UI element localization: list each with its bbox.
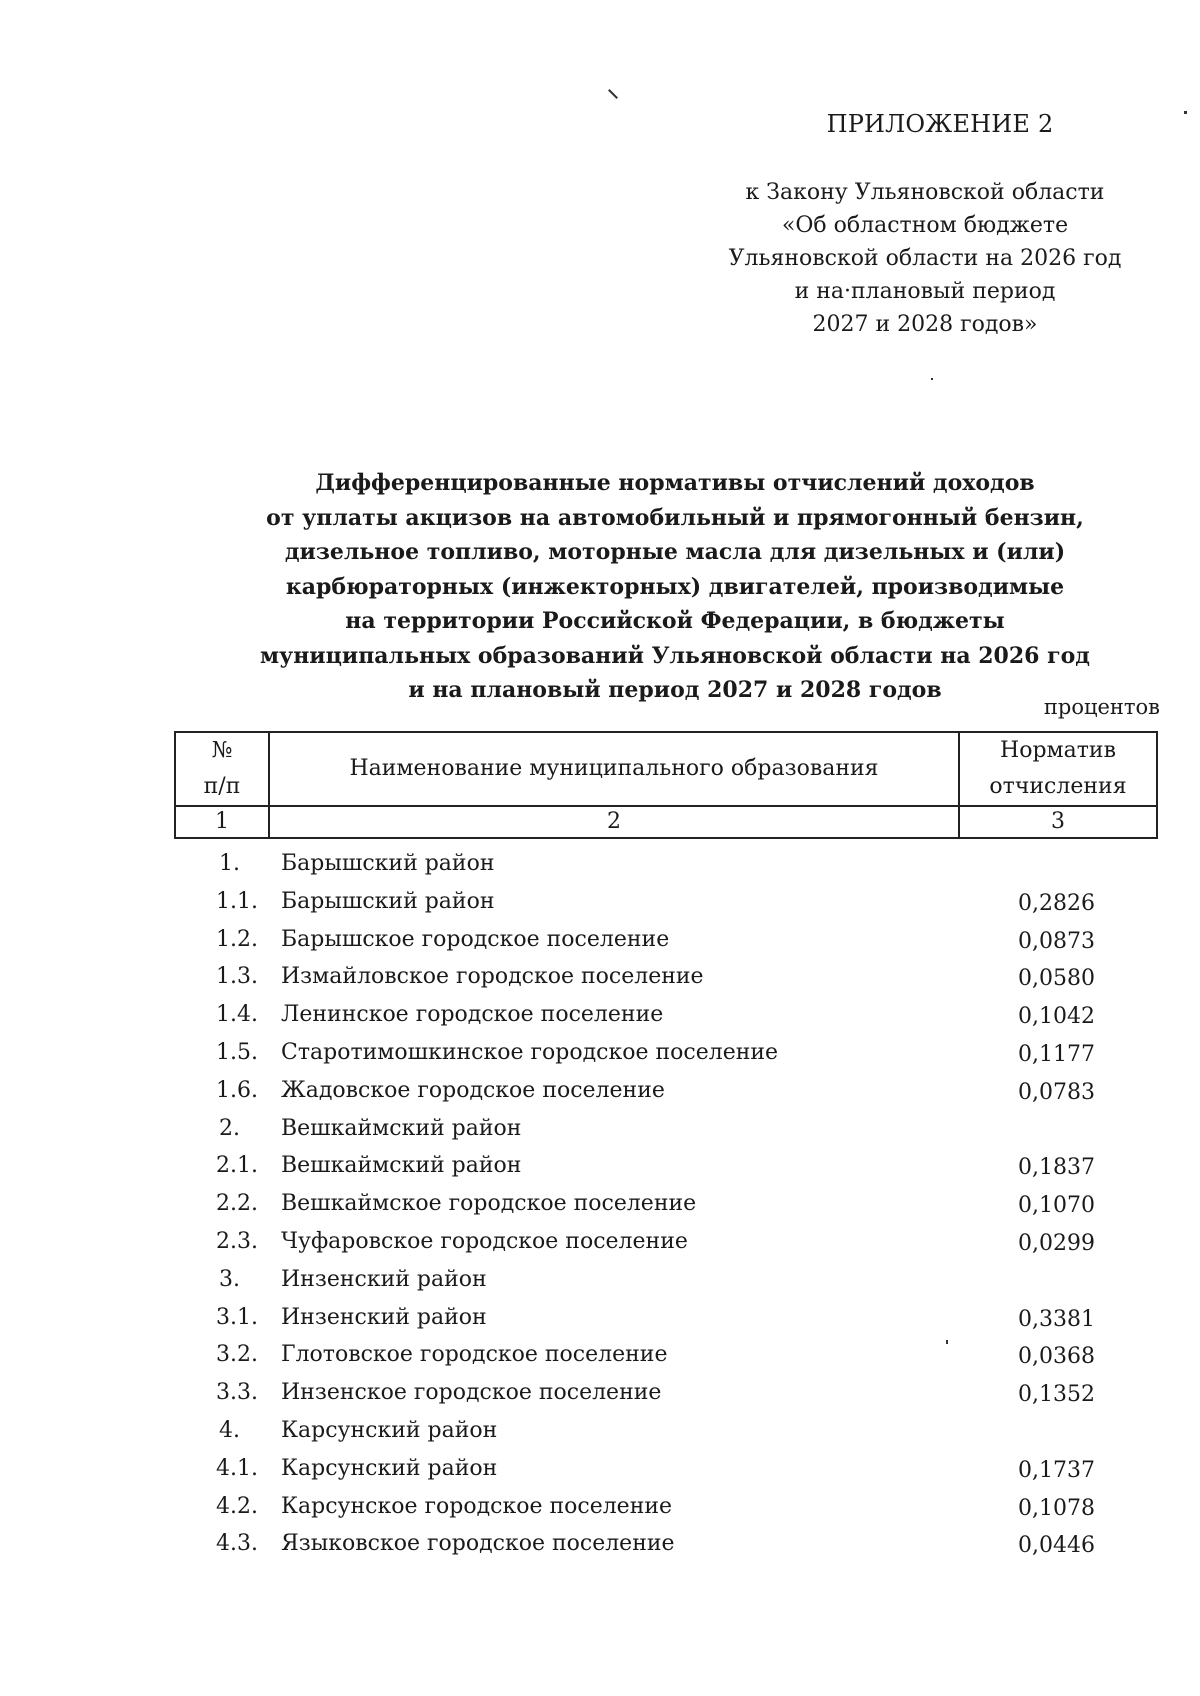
column-number-2: 2: [269, 806, 959, 838]
row-value: 0,0299: [1018, 1230, 1095, 1256]
row-number: 3.: [219, 1266, 240, 1292]
title-line: карбюраторных (инжекторных) двигателей, производимые: [285, 573, 1065, 600]
row-number: 1.1.: [216, 888, 258, 914]
header-value-line1: Норматив: [1000, 738, 1116, 763]
row-value: 0,0368: [1018, 1344, 1095, 1370]
row-name: Вешкаймский район: [281, 1115, 522, 1141]
row-name: Ленинское городское поселение: [281, 1002, 664, 1028]
law-reference-line: 2027 и 2028 годов»: [812, 312, 1038, 337]
row-number: 1.2.: [216, 926, 258, 952]
table-row: [174, 883, 1158, 921]
row-value: 0,1042: [1018, 1004, 1095, 1030]
row-value: 0,0783: [1018, 1079, 1095, 1105]
row-number: 1.6.: [216, 1077, 258, 1103]
title-line: на территории Российской Федерации, в бюджеты: [345, 608, 1005, 634]
column-header-name: Наименование муниципального образования: [269, 732, 959, 806]
scan-artifact: [608, 89, 618, 99]
row-value: 0,0580: [1018, 966, 1095, 992]
table-row-district: [174, 1110, 1158, 1148]
table-row: [174, 1185, 1158, 1223]
row-number: 4.2.: [216, 1493, 258, 1519]
table-body: [174, 845, 1158, 1563]
title-line: Дифференцированные нормативы отчислений доходов: [315, 470, 1035, 496]
table-row-district: [174, 1261, 1158, 1299]
row-number: 2.2.: [216, 1191, 258, 1217]
table-row: [174, 1525, 1158, 1563]
row-value: 0,1737: [1018, 1457, 1095, 1483]
table-row-district: [174, 1412, 1158, 1450]
row-name: Инзенский район: [281, 1266, 487, 1292]
column-header-value: [959, 732, 1157, 806]
row-name: Чуфаровское городское поселение: [281, 1228, 688, 1254]
law-reference-line: и на·плановый период: [794, 279, 1056, 304]
row-name: Инзенское городское поселение: [281, 1380, 662, 1406]
table-row: [174, 1034, 1158, 1072]
table-row: [174, 1374, 1158, 1412]
row-number: 4.: [219, 1417, 240, 1443]
row-name: Жадовское городское поселение: [281, 1077, 665, 1103]
row-value: 0,1352: [1018, 1382, 1095, 1408]
row-number: 3.3.: [216, 1380, 258, 1406]
row-number: 2.3.: [216, 1228, 258, 1254]
table-header: [174, 731, 1158, 839]
title-line: муниципальных образований Ульяновской области на 2026 год: [260, 642, 1090, 669]
row-name: Измайловское городское поселение: [281, 964, 704, 990]
row-name: Старотимошкинское городское поселение: [281, 1039, 779, 1065]
units-label: процентов: [1043, 695, 1160, 719]
row-name: Барышское городское поселение: [281, 926, 670, 952]
row-name: Карсунский район: [281, 1455, 498, 1481]
title-line: дизельное топливо, моторные масла для дизельных и (или): [284, 539, 1066, 565]
column-number-3: 3: [959, 806, 1157, 838]
header-value-line2: отчисления: [989, 774, 1127, 799]
table-row: [174, 1336, 1158, 1374]
row-value: 0,3381: [1018, 1306, 1095, 1332]
row-name: Языковское городское поселение: [281, 1531, 675, 1557]
table-row: [174, 958, 1158, 996]
row-value: 0,0873: [1018, 928, 1095, 954]
law-reference: [690, 176, 1160, 341]
row-name: Карсунское городское поселение: [281, 1493, 673, 1519]
header-number-line2: п/п: [203, 774, 241, 799]
row-name: Барышский район: [281, 851, 495, 876]
row-number: 1.3.: [216, 964, 258, 990]
table-row: [174, 1072, 1158, 1110]
header-number-line1: №: [211, 738, 233, 763]
law-reference-line: к Закону Ульяновской области: [745, 180, 1105, 205]
row-name: Барышский район: [281, 888, 495, 914]
row-value: 0,0446: [1018, 1533, 1095, 1559]
row-number: 3.2.: [216, 1342, 258, 1368]
table-row: [174, 1450, 1158, 1488]
row-value: 0,2826: [1018, 890, 1095, 916]
row-number: 3.1.: [216, 1304, 258, 1330]
row-name: Вешкаймский район: [281, 1153, 522, 1179]
title-line: от уплаты акцизов на автомобильный и прямогонный бензин,: [266, 504, 1084, 531]
row-value: 0,1177: [1018, 1041, 1095, 1067]
table-row: [174, 1147, 1158, 1185]
row-number: 1.: [219, 851, 240, 876]
scan-artifact: [1184, 111, 1187, 114]
row-name: Глотовское городское поселение: [281, 1342, 668, 1368]
row-number: 2.: [219, 1115, 240, 1141]
header-row: [175, 732, 1157, 806]
row-name: Карсунский район: [281, 1417, 498, 1443]
row-name: Инзенский район: [281, 1304, 487, 1330]
table-row: [174, 996, 1158, 1034]
row-number: 4.1.: [216, 1455, 258, 1481]
row-number: 1.5.: [216, 1039, 258, 1065]
row-value: 0,1070: [1018, 1193, 1095, 1219]
law-reference-line: «Об областном бюджете: [781, 213, 1069, 238]
appendix-title: ПРИЛОЖЕНИЕ 2: [826, 110, 1054, 138]
table-row: [174, 921, 1158, 959]
row-name: Вешкаймское городское поселение: [281, 1191, 697, 1217]
table-row: [174, 1223, 1158, 1261]
table-row-district: [174, 845, 1158, 883]
title-line: и на плановый период 2027 и 2028 годов: [408, 677, 942, 703]
column-number-1: 1: [175, 806, 269, 838]
row-number: 1.4.: [216, 1002, 258, 1028]
column-header-number: [175, 732, 269, 806]
row-number: 2.1.: [216, 1153, 258, 1179]
law-reference-line: Ульяновской области на 2026 год: [728, 246, 1122, 271]
table-row: [174, 1299, 1158, 1337]
row-value: 0,1078: [1018, 1495, 1095, 1521]
row-number: 4.3.: [216, 1531, 258, 1557]
document-title: [200, 466, 1150, 708]
table-row: [174, 1488, 1158, 1526]
column-number-row: [175, 806, 1157, 838]
scan-artifact: [931, 378, 933, 380]
row-value: 0,1837: [1018, 1155, 1095, 1181]
